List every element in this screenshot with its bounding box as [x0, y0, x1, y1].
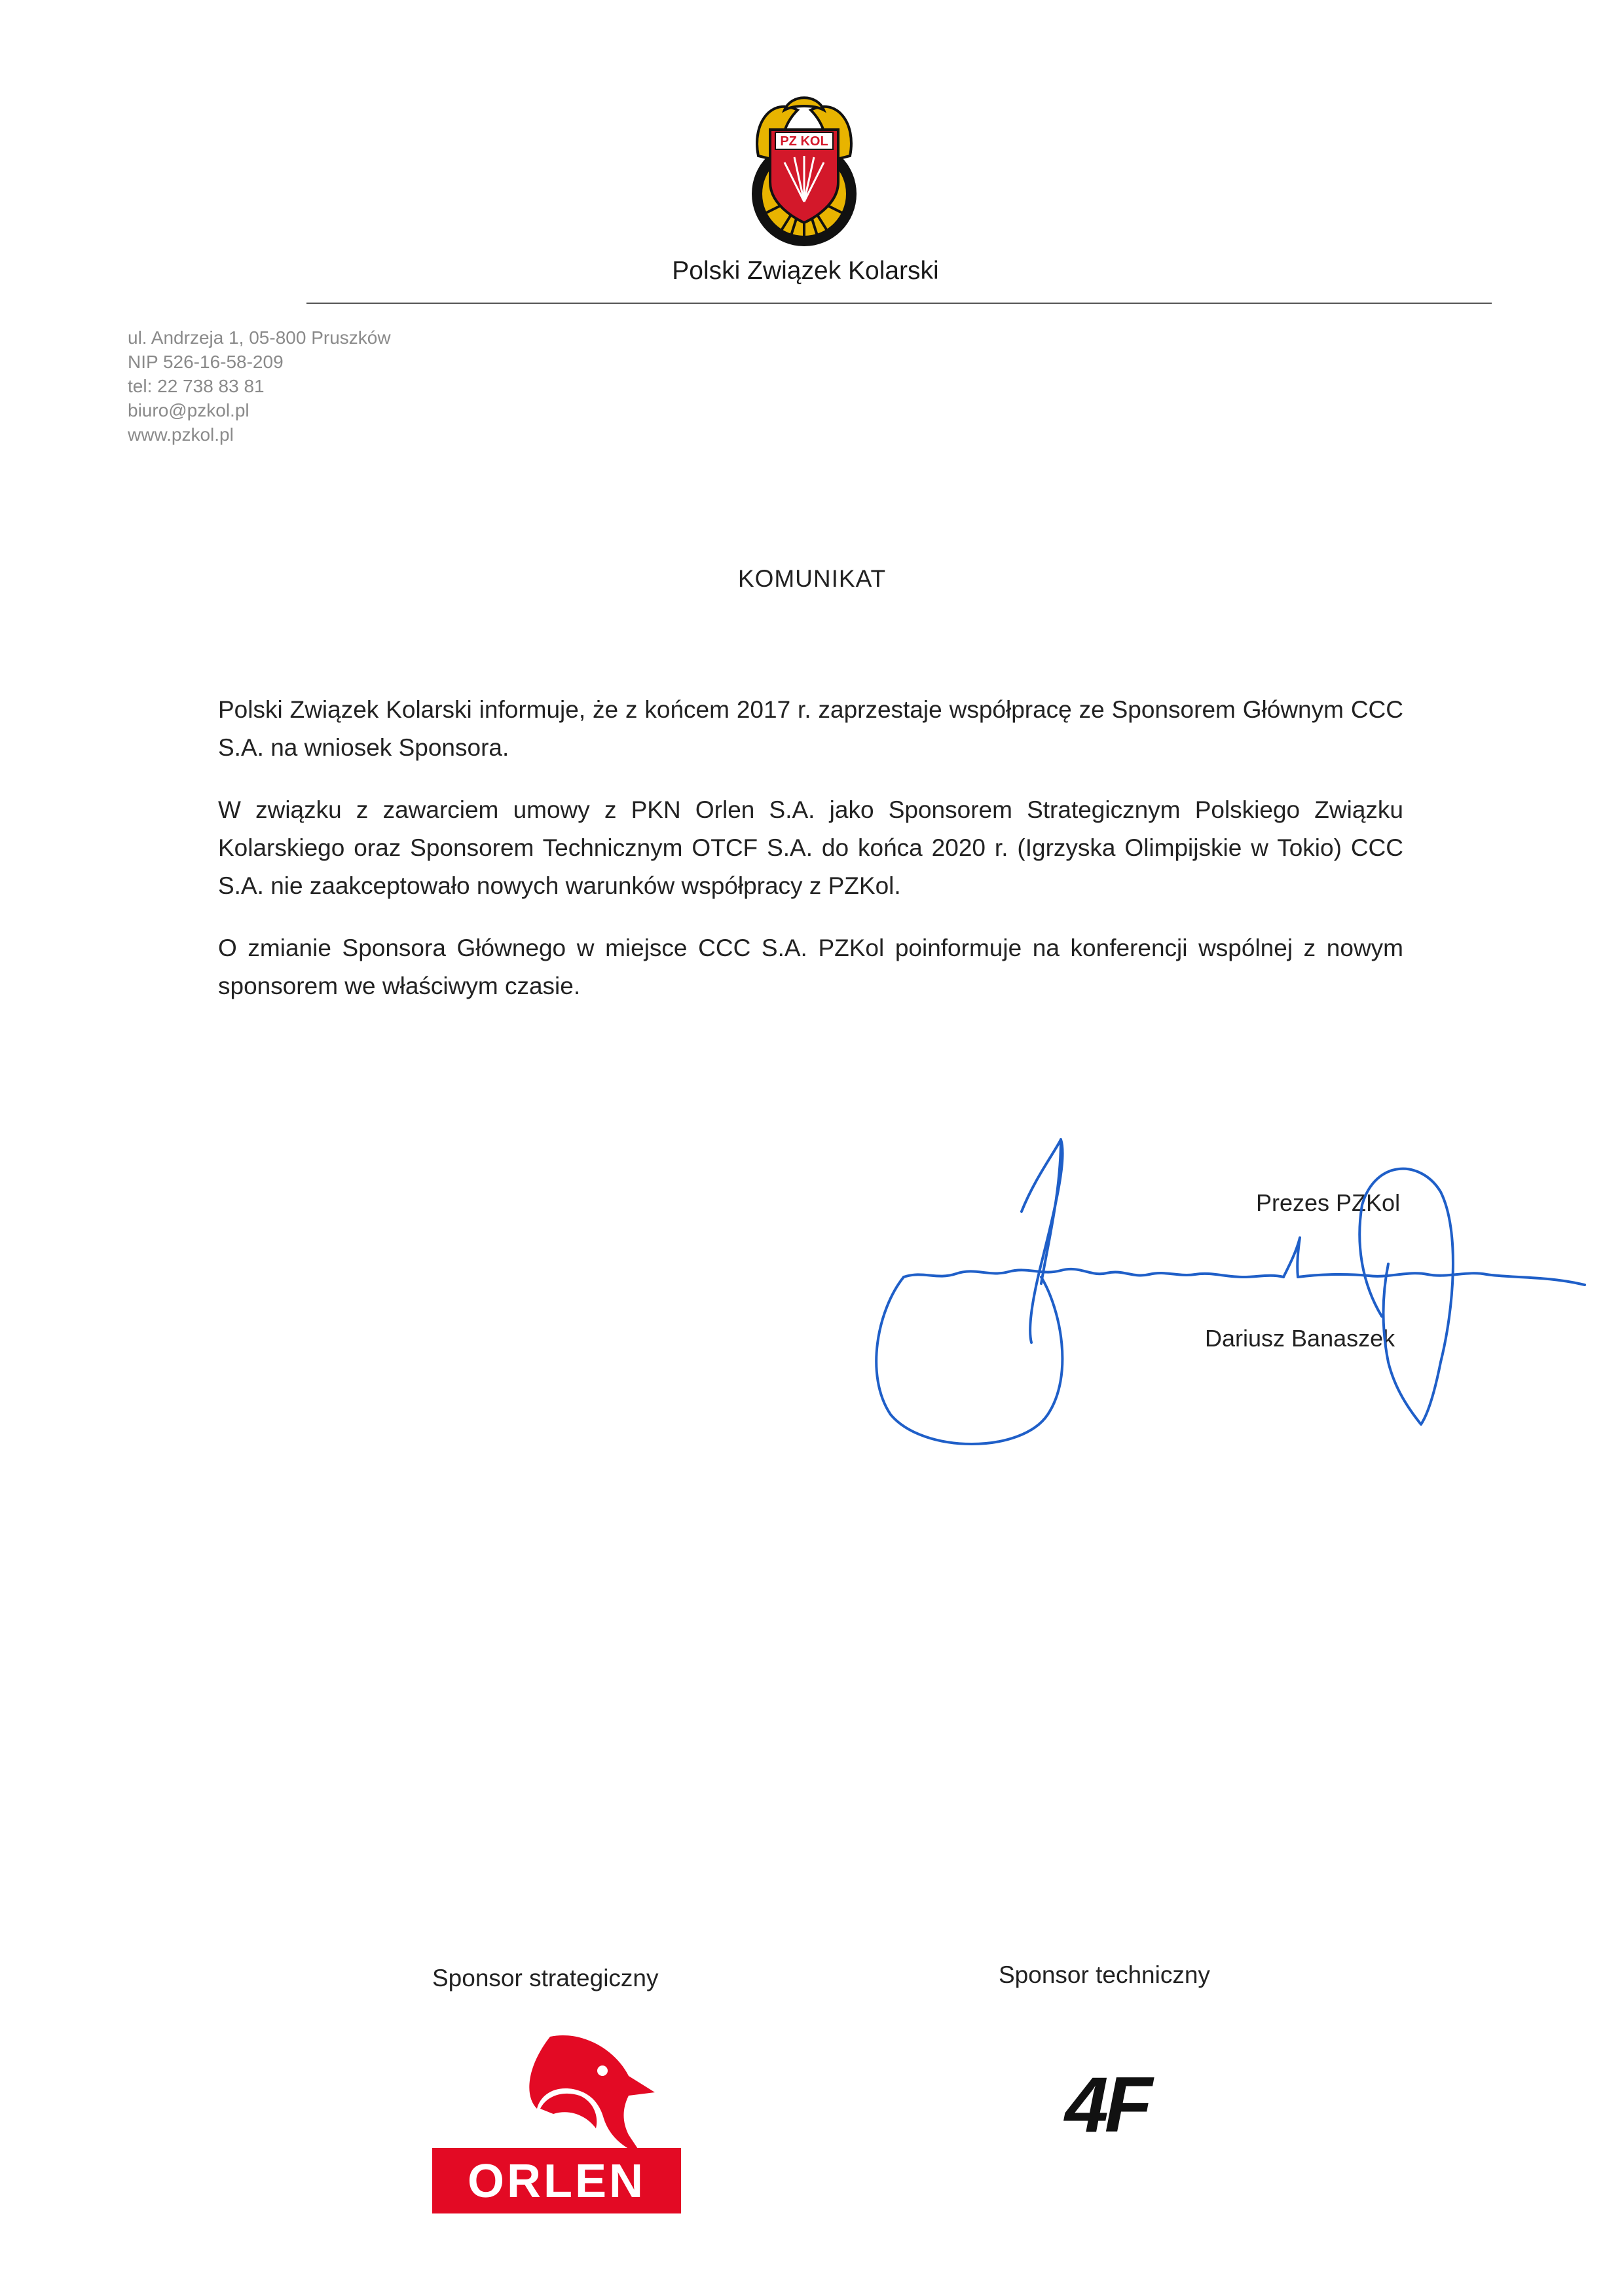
strategic-sponsor-label: Sponsor strategiczny	[432, 1965, 659, 1991]
contact-website[interactable]: www.pzkol.pl	[128, 424, 234, 445]
paragraph-2: W związku z zawarciem umowy z PKN Orlen S.A. jako Sponsorem Strategicznym Polskiego Związku Kolarskiego oraz Sponsorem Technicznym OTCF S.A. do końca 2020 r. (Igrzyska Olimpijskie w Tokio) CCC S.A. nie zaakceptowało nowych warunków współpracy z PZKol.	[218, 796, 1403, 899]
contact-email[interactable]: biuro@pzkol.pl	[128, 400, 249, 420]
handwritten-signature-icon	[864, 1113, 1598, 1480]
signatory-name: Dariusz Banaszek	[1205, 1325, 1395, 1352]
fourf-logo-icon	[1022, 2069, 1192, 2141]
orlen-logo-text: ORLEN	[468, 2155, 646, 2208]
paragraph-3: O zmianie Sponsora Głównego w miejsce CCC S.A. PZKol poinformuje na konferencji wspólnej z nowym sponsorem we właściwym czasie.	[218, 935, 1403, 999]
fourf-logo-text: 4F	[1064, 2069, 1149, 2141]
pzkol-emblem-icon	[739, 84, 870, 254]
contact-nip: NIP 526-16-58-209	[128, 352, 284, 372]
contact-phone: tel: 22 738 83 81	[128, 376, 265, 396]
organization-name: Polski Związek Kolarski	[672, 257, 939, 285]
emblem-text: PZ KOL	[780, 134, 828, 149]
contact-block	[128, 325, 391, 447]
paragraph-1: Polski Związek Kolarski informuje, że z końcem 2017 r. zaprzestaje współpracę ze Sponsorem Głównym CCC S.A. na wniosek Sponsora.	[218, 696, 1403, 761]
technical-sponsor-label: Sponsor techniczny	[999, 1961, 1210, 1988]
orlen-logo-icon	[432, 2030, 681, 2213]
contact-address: ul. Andrzeja 1, 05-800 Pruszków	[128, 327, 391, 348]
signatory-title: Prezes PZKol	[1256, 1189, 1401, 1216]
document-heading: KOMUNIKAT	[737, 565, 887, 592]
header-divider	[306, 303, 1492, 304]
document-body	[218, 691, 1403, 1029]
